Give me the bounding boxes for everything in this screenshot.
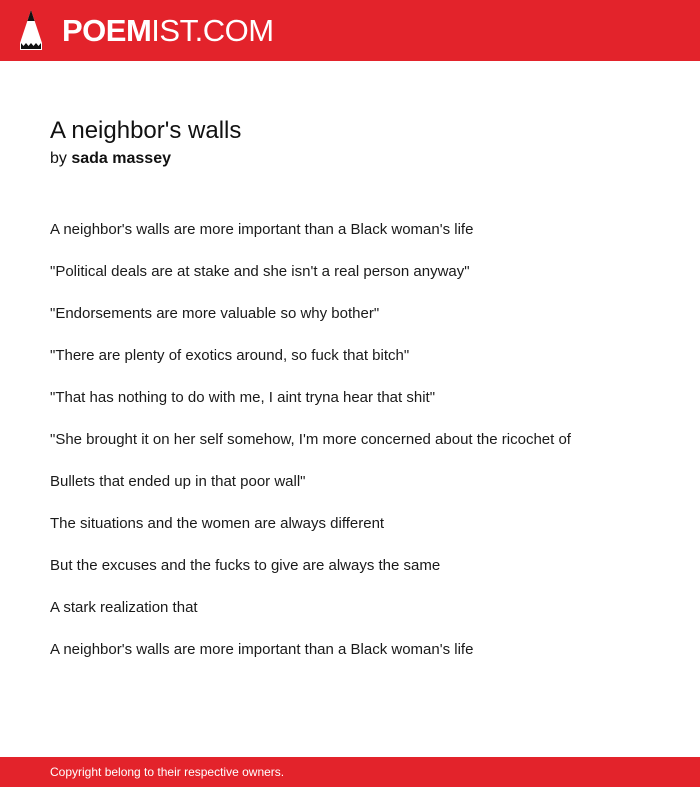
by-label: by	[50, 150, 67, 167]
poem-line: A stark realization that	[50, 599, 198, 616]
poem-line: "Political deals are at stake and she isn't a real person anyway"	[50, 263, 470, 280]
poem-line: But the excuses and the fucks to give are always the same	[50, 557, 441, 574]
site-footer	[0, 757, 700, 787]
site-header	[0, 0, 700, 61]
site-logo-text[interactable]	[62, 12, 274, 50]
poem-line: A neighbor's walls are more important than a Black woman's life	[50, 221, 474, 238]
author-name: sada massey	[71, 150, 171, 167]
poem-title: A neighbor's walls	[50, 117, 242, 144]
poem-line: A neighbor's walls are more important than a Black woman's life	[50, 641, 474, 658]
poem-line: Bullets that ended up in that poor wall"	[50, 473, 306, 490]
poem-line: "There are plenty of exotics around, so fuck that bitch"	[50, 347, 410, 364]
brand-thin: IST.COM	[151, 13, 274, 48]
poem-line: "Endorsements are more valuable so why bother"	[50, 305, 380, 322]
poem-line: "She brought it on her self somehow, I'm more concerned about the ricochet of	[50, 431, 571, 448]
brand-bold: POEM	[62, 13, 152, 48]
byline	[50, 148, 171, 170]
poem-line: "That has nothing to do with me, I aint tryna hear that shit"	[50, 389, 436, 406]
poem-line: The situations and the women are always different	[50, 515, 385, 532]
poem-body	[50, 219, 590, 681]
pencil-tip-icon[interactable]	[17, 9, 45, 51]
copyright-text: Copyright belong to their respective owners.	[50, 765, 285, 779]
